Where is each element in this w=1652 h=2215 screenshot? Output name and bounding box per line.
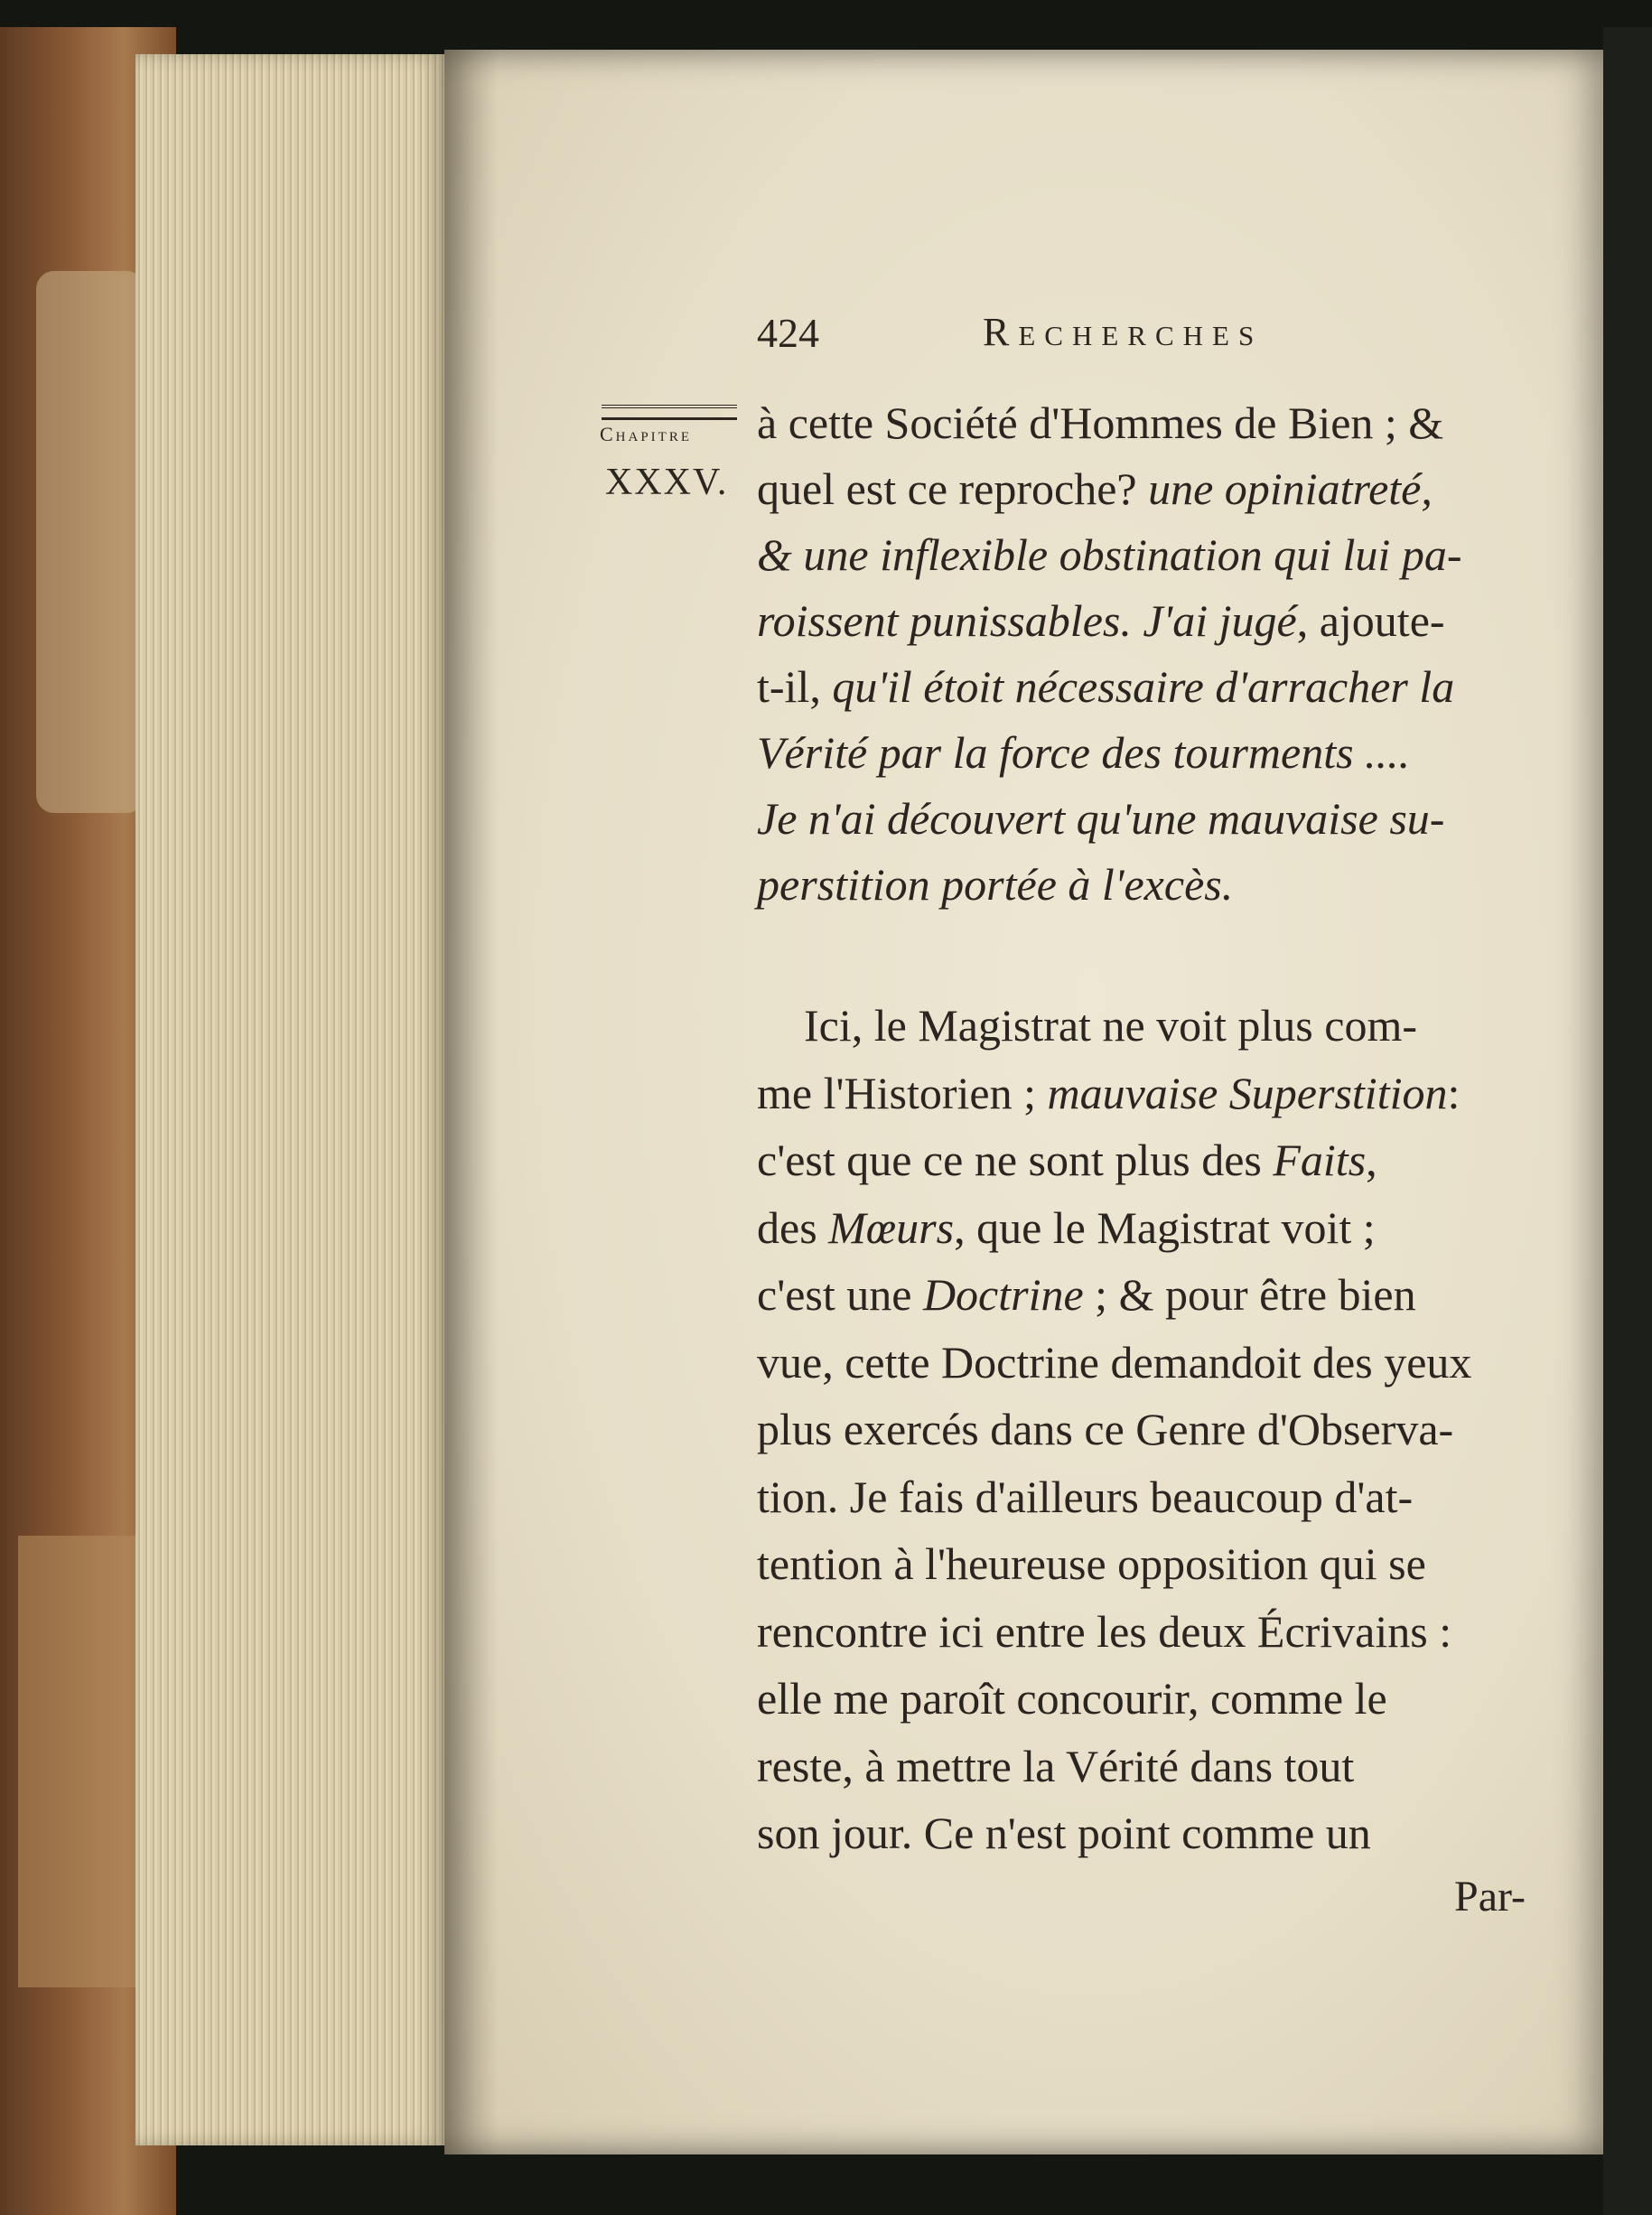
text-segment: plus exercés dans ce Genre d'Observa- bbox=[757, 1404, 1454, 1454]
text-segment: me l'Historien ; bbox=[757, 1067, 1048, 1118]
text-segment: & une inflexible obstination qui lui pa- bbox=[757, 529, 1462, 580]
text-segment: tention à l'heureuse opposition qui se bbox=[757, 1538, 1426, 1589]
paragraph2-line bbox=[757, 1605, 1543, 1657]
text-segment: son jour. Ce n'est point comme un bbox=[757, 1808, 1371, 1858]
text-segment: Vérité par la force des tourments .... bbox=[757, 727, 1411, 778]
text-segment: , bbox=[1366, 1135, 1377, 1185]
text-segment: vue, cette Doctrine demandoit des yeux bbox=[757, 1336, 1472, 1388]
paragraph1-line bbox=[757, 529, 1543, 580]
paragraph1-line bbox=[757, 397, 1543, 448]
background-right bbox=[1603, 27, 1652, 2215]
running-title: Recherches bbox=[983, 310, 1264, 354]
text-segment: Je n'ai découvert qu'une mauvaise su- bbox=[757, 793, 1445, 844]
text-segment: tion. Je fais d'ailleurs beaucoup d'at- bbox=[757, 1471, 1414, 1522]
paragraph2-line bbox=[757, 1201, 1543, 1253]
paragraph2-line bbox=[757, 1135, 1543, 1185]
text-segment: une opiniatreté, bbox=[1148, 463, 1433, 514]
chapter-number: XXXV. bbox=[605, 462, 729, 503]
text-segment: quel est ce reproche? bbox=[757, 463, 1149, 514]
text-segment: mauvaise Superstition bbox=[1047, 1067, 1448, 1118]
text-segment: perstition portée à l'excès. bbox=[757, 859, 1234, 910]
catchword: Par- bbox=[1454, 1873, 1526, 1921]
text-segment: , ajoute- bbox=[1296, 595, 1445, 646]
margin-rule bbox=[602, 405, 737, 420]
text-segment: , que le Magistrat voit ; bbox=[954, 1201, 1376, 1253]
running-head bbox=[757, 309, 1371, 372]
text-segment: rencontre ici entre les deux Écrivains : bbox=[757, 1605, 1452, 1657]
text-segment: : bbox=[1447, 1067, 1461, 1118]
text-segment: Faits bbox=[1273, 1135, 1367, 1185]
paragraph1-line bbox=[757, 859, 1543, 910]
text-segment: c'est une bbox=[757, 1269, 923, 1320]
text-segment: reste, à mettre la Vérité dans tout bbox=[757, 1740, 1355, 1791]
text-segment: t-il, bbox=[757, 661, 833, 712]
paragraph2-line bbox=[757, 1336, 1543, 1388]
paragraph1-line bbox=[757, 661, 1543, 712]
page-number: 424 bbox=[757, 310, 819, 356]
text-segment: c'est que ce ne sont plus des bbox=[757, 1135, 1274, 1185]
paragraph1-line bbox=[757, 595, 1543, 646]
text-segment: à cette Société d'Hommes de Bien ; & bbox=[757, 397, 1444, 448]
paragraph1-line bbox=[757, 793, 1543, 844]
paragraph2-line bbox=[757, 1067, 1543, 1118]
page-block-edges bbox=[135, 54, 447, 2145]
paragraph2-line bbox=[757, 1808, 1543, 1858]
paragraph1-line bbox=[757, 463, 1543, 514]
text-segment: Ici, le Magistrat ne voit plus com- bbox=[804, 1000, 1418, 1051]
text-segment: Mœurs bbox=[828, 1201, 955, 1253]
paragraph2-line bbox=[757, 1740, 1543, 1791]
paragraph2-line bbox=[804, 1000, 1590, 1051]
paragraph2-line bbox=[757, 1269, 1543, 1320]
text-segment: elle me paroît concourir, comme le bbox=[757, 1673, 1387, 1724]
paragraph2-line bbox=[757, 1404, 1543, 1454]
paragraph2-line bbox=[757, 1471, 1543, 1522]
text-segment: des bbox=[757, 1201, 829, 1253]
text-segment: qu'il étoit nécessaire d'arracher la bbox=[832, 661, 1455, 712]
text-segment: Doctrine bbox=[922, 1269, 1084, 1320]
binding-wear bbox=[36, 271, 145, 813]
text-segment: roissent punissables. J'ai jugé bbox=[757, 595, 1297, 646]
gutter-shadow bbox=[444, 50, 499, 2154]
text-segment: ; & pour être bien bbox=[1083, 1269, 1416, 1320]
paragraph1-line bbox=[757, 727, 1543, 778]
chapter-label: Chapitre bbox=[600, 423, 693, 445]
paragraph2-line bbox=[757, 1538, 1543, 1589]
paragraph2-line bbox=[757, 1673, 1543, 1724]
